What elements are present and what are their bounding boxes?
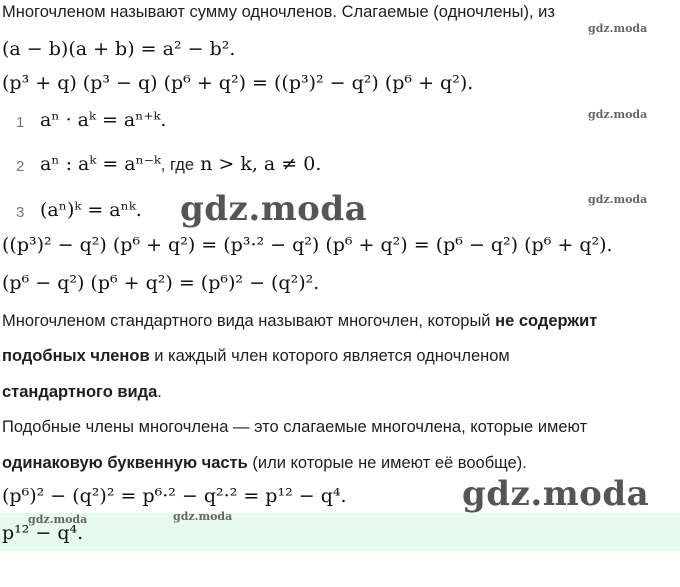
equation-final-step: (p⁶)² − (q²)² = p⁶·² − q²·² = p¹² − q⁴. xyxy=(2,485,347,507)
watermark-large: gdz.moda xyxy=(462,474,650,514)
equation-square-step: (p⁶ − q²) (p⁶ + q²) = (p⁶)² − (q²)². xyxy=(2,272,320,294)
equation-factor-step: (p³ + q) (p³ − q) (p⁶ + q²) = ((p³)² − q²) (p⁶ + q²). xyxy=(2,72,474,94)
rule-formula: aⁿ : aᵏ = aⁿ⁻ᵏ xyxy=(40,153,161,175)
watermark-large: gdz.moda xyxy=(180,189,368,229)
rule-formula: aⁿ · aᵏ = aⁿ⁺ᵏ. xyxy=(40,109,167,131)
paragraph-standard-form-line3: стандартного вида. xyxy=(2,383,162,401)
rule-number: 2 xyxy=(16,158,25,175)
rule-line xyxy=(40,153,321,175)
equation-power-step: ((p³)² − q²) (p⁶ + q²) = (p³·² − q²) (p⁶ + q²) = (p⁶ − q²) (p⁶ + q²). xyxy=(2,234,613,256)
paragraph-like-terms-line2: одинаковую буквенную часть (или которые не имеют её вообще). xyxy=(2,454,527,472)
rule-condition-word: , где xyxy=(160,156,195,174)
intro-text: Многочленом называют сумму одночленов. Слагаемые (одночлены), из xyxy=(2,3,555,21)
paragraph-standard-form-line2: подобных членов и каждый член которого является одночленом xyxy=(2,347,510,365)
paragraph-standard-form-line1: Многочленом стандартного вида называют многочлен, который не содержит xyxy=(2,312,598,330)
watermark-small: gdz.moda xyxy=(588,22,648,35)
equation-difference-of-squares: (a − b)(a + b) = a² − b². xyxy=(2,38,236,60)
watermark-small: gdz.moda xyxy=(28,513,88,526)
paragraph-like-terms-line1: Подобные члены многочлена — это слагаемые многочлена, которые имеют xyxy=(2,418,588,436)
rule-condition: n > k, a ≠ 0. xyxy=(194,153,322,175)
watermark-small: gdz.moda xyxy=(588,108,648,121)
rule-formula: (aⁿ)ᵏ = aⁿᵏ. xyxy=(40,199,142,221)
watermark-small: gdz.moda xyxy=(173,510,233,523)
rule-number: 1 xyxy=(16,114,25,131)
rule-number: 3 xyxy=(16,204,25,221)
equation-result: p¹² − q⁴. xyxy=(2,522,84,544)
watermark-small: gdz.moda xyxy=(588,193,648,206)
highlighted-result-band xyxy=(0,513,680,551)
